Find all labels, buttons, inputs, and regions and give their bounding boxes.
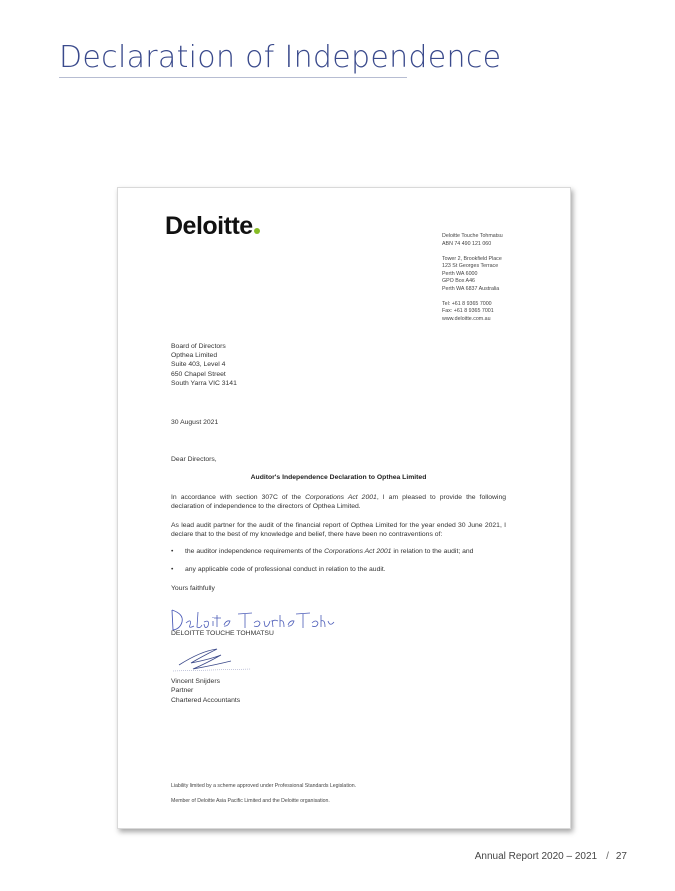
firm-address-block — [442, 233, 503, 323]
firm-address-tel: Tel: +61 8 9365 7000 — [442, 300, 492, 307]
bullet2-text: any applicable code of professional conduct in relation to the audit. — [185, 566, 386, 573]
footer-separator: / — [606, 851, 609, 862]
footnote-liability: Liability limited by a scheme approved under Professional Standards Legislation. — [171, 783, 357, 789]
firm-address-abn: ABN 74 490 121 060 — [442, 240, 492, 247]
recipient-line: South Yarra VIC 3141 — [171, 379, 237, 387]
closing: Yours faithfully — [171, 585, 215, 592]
page-footer — [475, 851, 627, 862]
bullet1-text-end: in relation to the audit; and — [391, 548, 474, 555]
auditor-letter-image — [117, 187, 571, 829]
bullet-glyph: • — [171, 548, 174, 555]
partner-title: Partner — [171, 687, 194, 695]
firm-address-name: Deloitte Touche Tohmatsu — [442, 233, 503, 239]
bullet-item — [171, 566, 386, 573]
firm-address-street1: Tower 2, Brookfield Place — [442, 255, 502, 262]
logo-green-dot — [254, 228, 260, 234]
page-number: 27 — [615, 851, 627, 862]
bullet1-text: the auditor independence requirements of the — [185, 548, 325, 555]
recipient-address — [171, 342, 237, 388]
title-divider — [59, 77, 407, 78]
firm-address-street2: 123 St Georges Terrace — [442, 263, 499, 269]
letter-subject: Auditor's Independence Declaration to Opthea Limited — [250, 474, 427, 481]
footer-report-label: Annual Report 2020 – 2021 — [474, 851, 598, 862]
act-title: Corporations Act 2001 — [305, 494, 377, 501]
partner-name: Vincent Snijders — [171, 678, 220, 685]
deloitte-logo — [165, 212, 260, 241]
firm-address-web: www.deloitte.com.au — [442, 315, 491, 322]
paragraph-lead-partner: As lead audit partner for the audit of the financial report of Opthea Limited for the year ended 30 June 2021, I declare that to the best of my knowledge and belief, there have been no contraventions of: — [171, 522, 506, 539]
para1-text-end: , I am pleased to provide the following declaration of independence to the directors of Opthea Limited. — [171, 494, 507, 511]
recipient-line: Suite 403, Level 4 — [171, 361, 226, 369]
letter-date: 30 August 2021 — [171, 419, 219, 426]
partner-details — [171, 677, 240, 705]
bullet-glyph: • — [171, 566, 174, 573]
footnote-member: Member of Deloitte Asia Pacific Limited and the Deloitte organisation. — [171, 798, 330, 804]
recipient-line: Board of Directors — [171, 343, 226, 350]
firm-name-printed: DELOITTE TOUCHE TOHMATSU — [171, 630, 274, 637]
logo-wordmark: Deloitte — [165, 212, 253, 240]
recipient-line: 650 Chapel Street — [171, 370, 226, 378]
paragraph-declaration — [171, 493, 506, 512]
firm-address-fax: Fax: +61 8 9365 7001 — [442, 308, 494, 314]
bullet-item — [171, 548, 473, 555]
firm-address-city: Perth WA 6000 — [442, 270, 478, 277]
partner-designation: Chartered Accountants — [171, 696, 241, 704]
act-title: Corporations Act 2001 — [324, 548, 392, 555]
firm-address-po-box: GPO Box A46 — [442, 278, 475, 284]
salutation: Dear Directors, — [171, 456, 217, 463]
para1-text: In accordance with section 307C of the — [171, 494, 306, 501]
firm-address-po-city: Perth WA 6837 Australia — [442, 285, 500, 292]
recipient-line: Opthea Limited — [171, 352, 218, 360]
page-title: Declaration of Independence — [59, 40, 502, 75]
partner-signature — [171, 645, 256, 675]
